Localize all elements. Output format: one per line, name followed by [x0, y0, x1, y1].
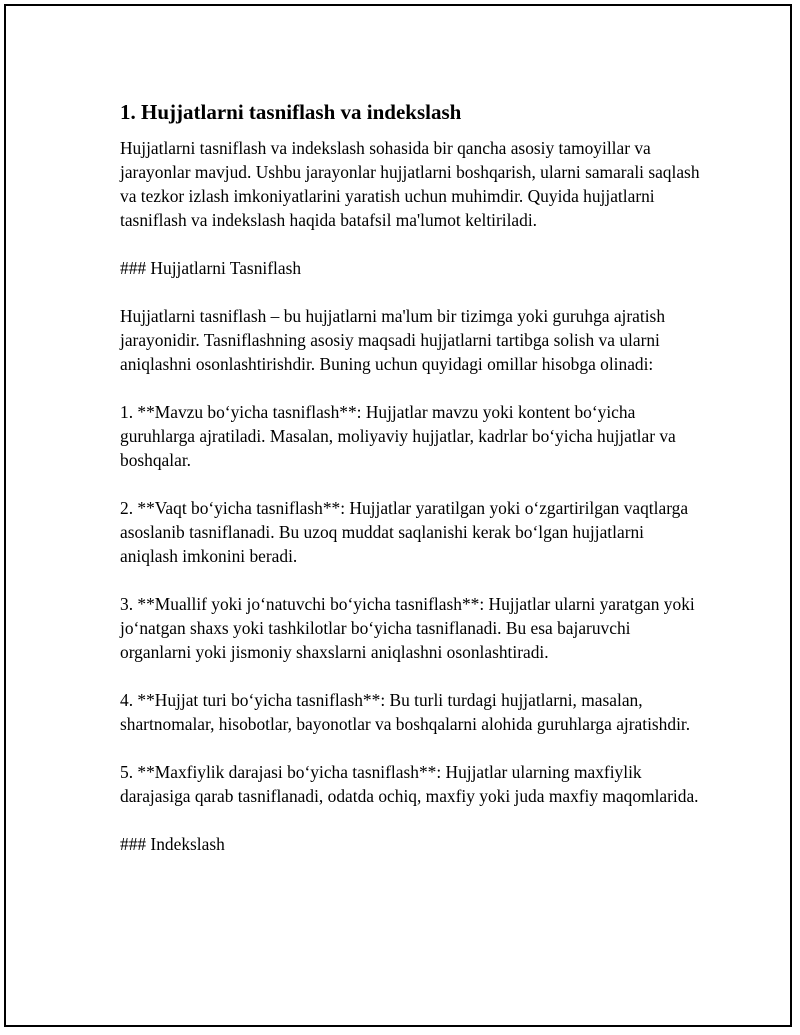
list-item-vaqt: 2. **Vaqt bo‘yicha tasniflash**: Hujjatlar yaratilgan yoki o‘zgartirilgan vaqtlarga asoslanib tasniflanadi. Bu uzoq muddat saqlanishi kerak bo‘lgan hujjatlarni aniqlash imkonini beradi.: [120, 498, 689, 566]
document-title: 1. Hujjatlarni tasniflash va indekslash: [120, 100, 462, 124]
list-item-maxfiylik: 5. **Maxfiylik darajasi bo‘yicha tasniflash**: Hujjatlar ularning maxfiylik darajasiga qarab tasniflanadi, odatda ochiq, maxfiy yoki juda maxfiy maqomlarida.: [120, 762, 699, 806]
document-body: [120, 98, 700, 880]
intro-paragraph: Hujjatlarni tasniflash va indekslash sohasida bir qancha asosiy tamoyillar va jarayonlar mavjud. Ushbu jarayonlar hujjatlarni boshqarish, ularni samarali saqlash va tezkor izlash imkoniyatlarini yaratish uchun muhimdir. Quyida hujjatlarni tasniflash va indekslash haqida batafsil ma'lumot keltiriladi.: [120, 138, 700, 230]
list-item-muallif: 3. **Muallif yoki jo‘natuvchi bo‘yicha tasniflash**: Hujjatlar ularni yaratgan yoki jo‘natgan shaxs yoki tashkilotlar bo‘yicha tasniflanadi. Bu esa bajaruvchi organlarni yoki jismoniy shaxslarni aniqlashni osonlashtiradi.: [120, 594, 695, 662]
tasniflash-definition-paragraph: Hujjatlarni tasniflash – bu hujjatlarni ma'lum bir tizimga yoki guruhga ajratish jarayonidir. Tasniflashning asosiy maqsadi hujjatlarni tartibga solish va ularni aniqlashni osonlashtirishdir. Buning uchun quyidagi omillar hisobga olinadi:: [120, 306, 666, 374]
page-frame: [4, 4, 792, 1027]
list-item-mavzu: 1. **Mavzu bo‘yicha tasniflash**: Hujjatlar mavzu yoki kontent bo‘yicha guruhlarga ajratiladi. Masalan, moliyaviy hujjatlar, kadrlar bo‘yicha hujjatlar va boshqalar.: [120, 402, 676, 470]
section-heading-tasniflash: ### Hujjatlarni Tasniflash: [120, 258, 302, 278]
section-heading-indekslash: ### Indekslash: [120, 834, 225, 854]
list-item-hujjat-turi: 4. **Hujjat turi bo‘yicha tasniflash**: Bu turli turdagi hujjatlarni, masalan, shartnomalar, hisobotlar, bayonotlar va boshqalarni alohida guruhlarga ajratishdir.: [120, 690, 691, 734]
